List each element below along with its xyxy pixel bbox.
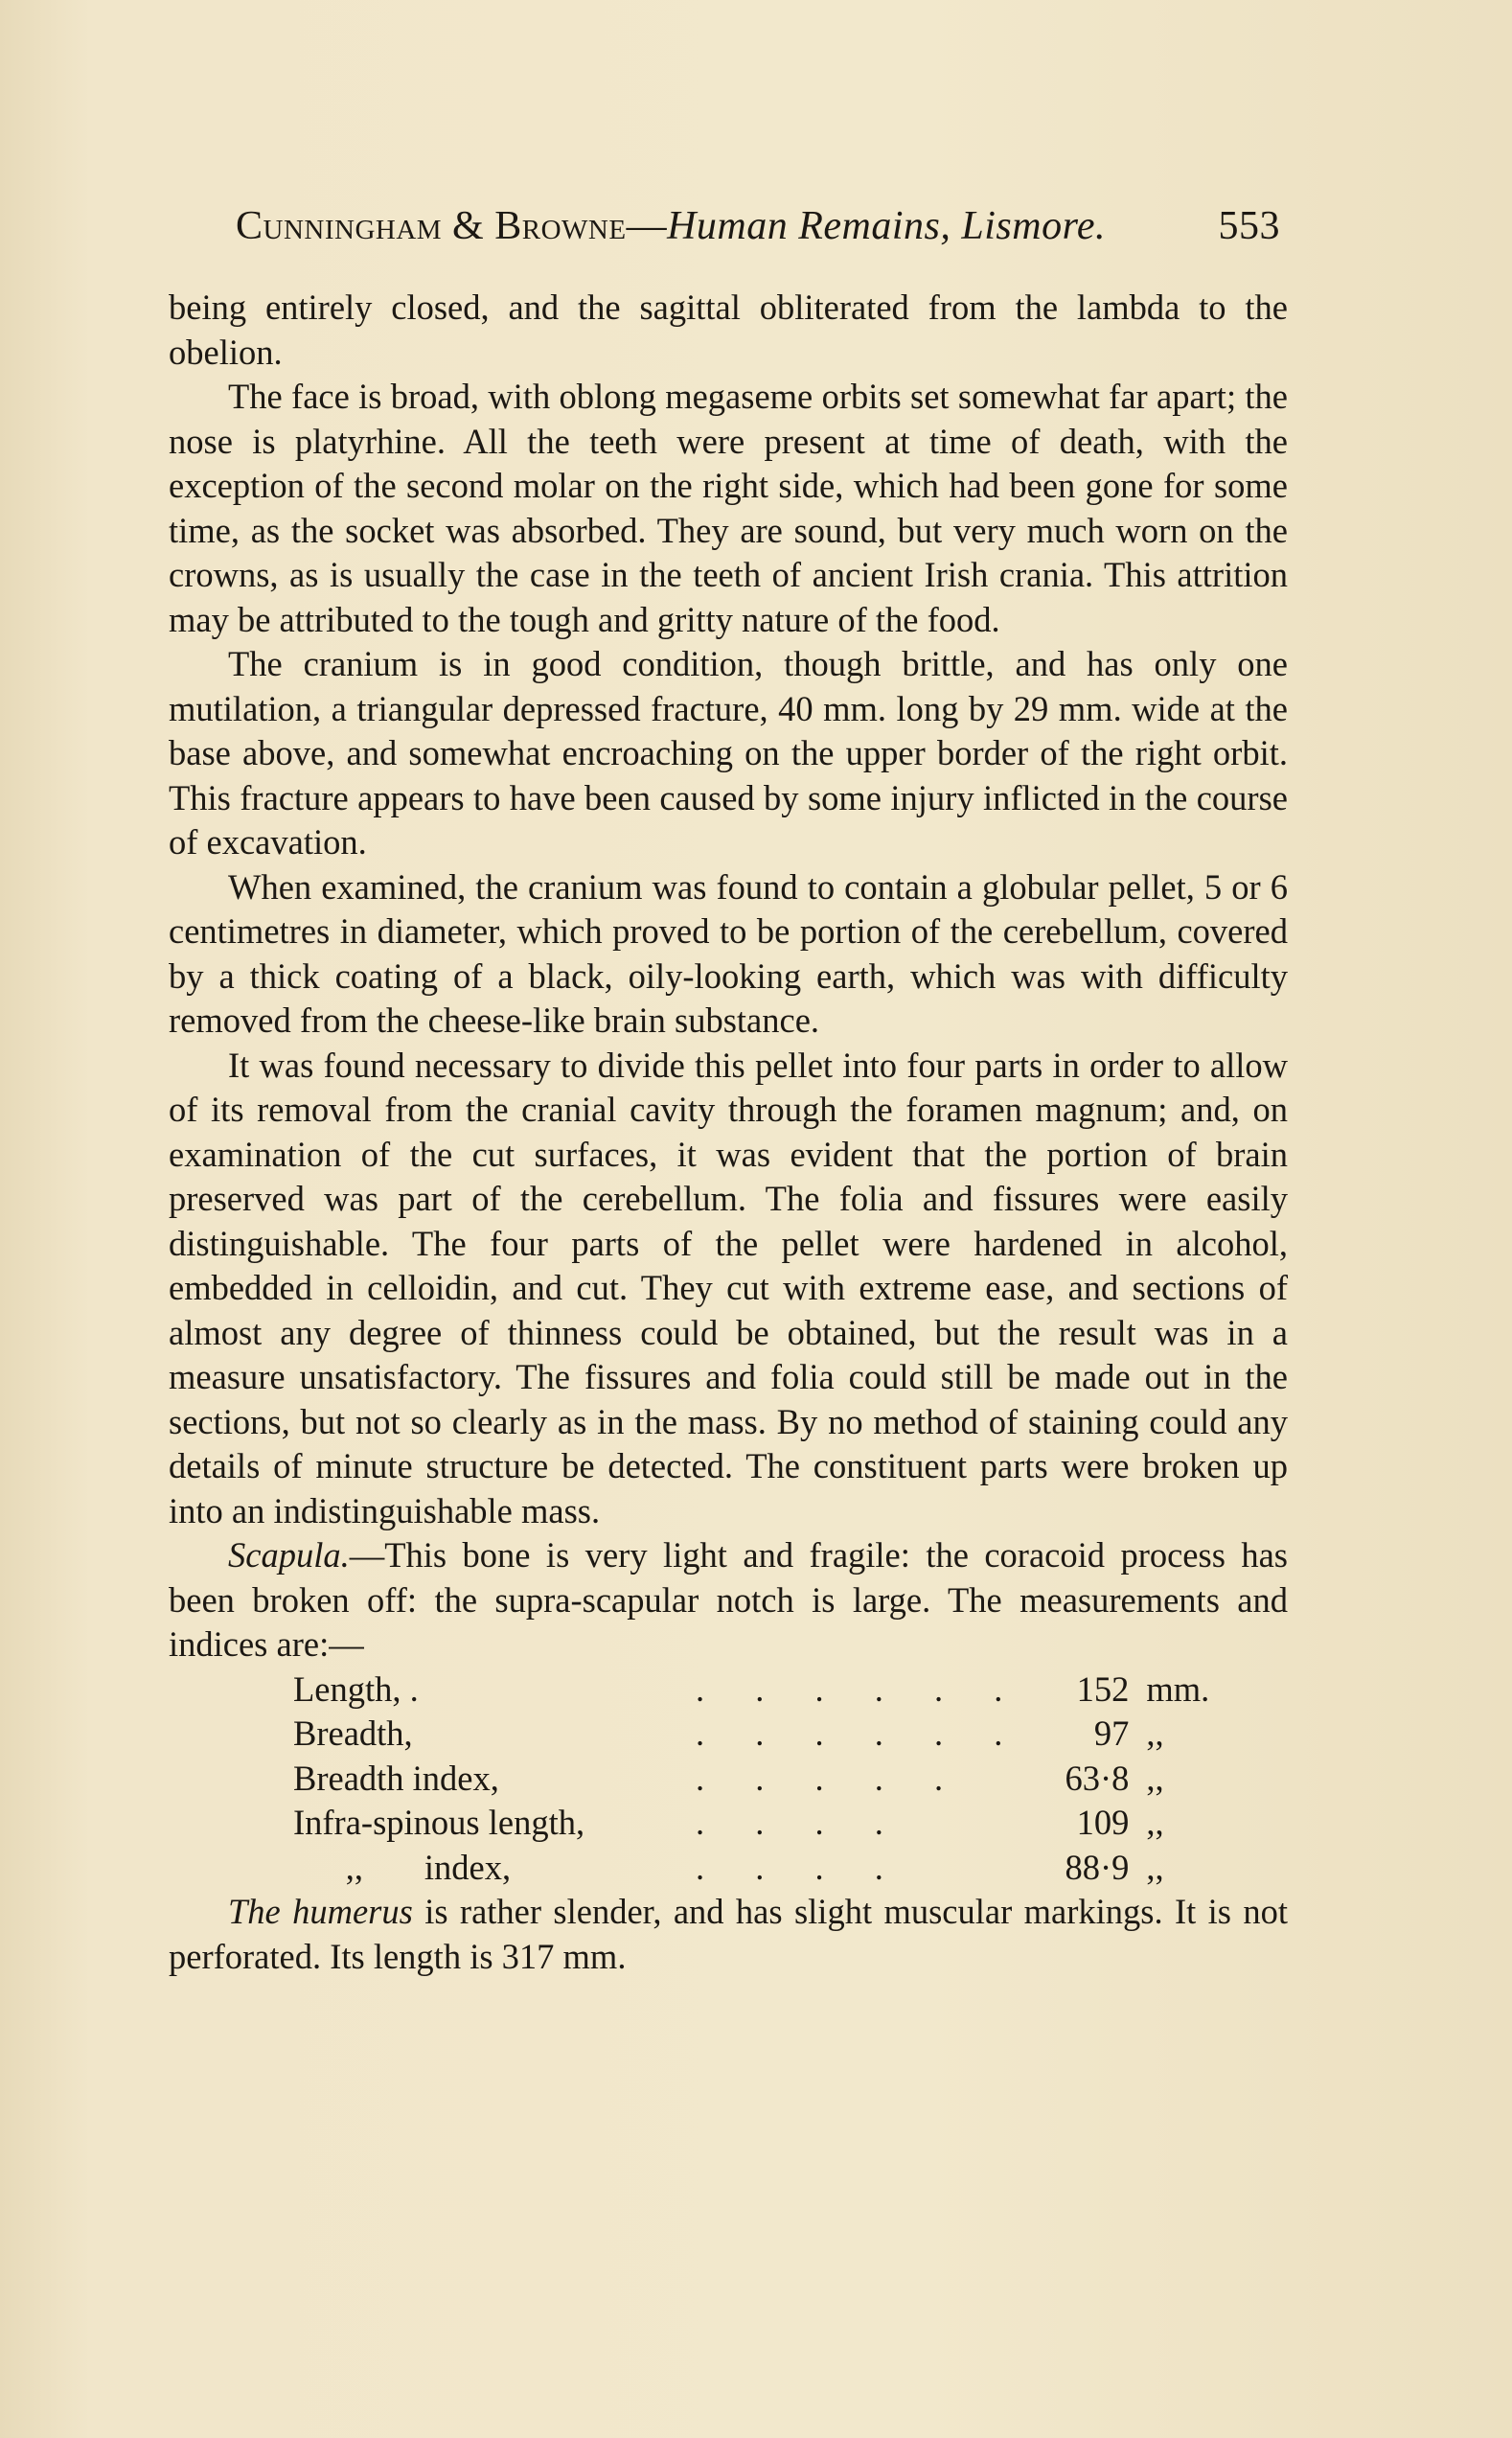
humerus-heading: The humerus <box>228 1892 413 1931</box>
measurement-unit: ,, <box>1146 1714 1164 1753</box>
measurement-label: Breadth index, <box>293 1758 499 1798</box>
measurement-leader-dots: . . . . <box>696 1803 905 1842</box>
measurement-unit: ,, <box>1146 1847 1164 1887</box>
measurement-label: Infra-spinous length, <box>293 1803 585 1842</box>
measurement-label: ,, index, <box>293 1847 512 1887</box>
running-head-authors: Cunningham & Browne <box>236 204 627 248</box>
measurement-row <box>293 1801 1209 1846</box>
measurement-leader-dots: . . . . <box>696 1847 905 1887</box>
measurement-value: 88·9 <box>1065 1847 1130 1887</box>
measurement-leader-dots: . . . . . <box>696 1758 965 1798</box>
running-head-title: Human Remains, Lismore. <box>667 204 1106 248</box>
body-text <box>169 286 1288 1979</box>
measurement-row <box>293 1668 1209 1713</box>
measurement-label: Length, . <box>293 1668 419 1709</box>
measurement-row <box>293 1712 1209 1757</box>
measurement-unit: mm. <box>1146 1668 1210 1709</box>
measurement-row <box>293 1846 1209 1891</box>
paragraph-humerus <box>169 1890 1288 1979</box>
paragraph-face: The face is broad, with oblong megaseme orbits set somewhat far apart; the nose is platyrhine. All the teeth were present at time of death, with the exception of the second molar on the right side, which had been gone for some time, as the socket was absorbed. They are sound, but very much worn on the crowns, as is usually the case in the teeth of ancient Irish crania. This attrition may be attributed to the tough and gritty nature of the food. <box>169 377 1288 639</box>
measurement-leader-dots: . . . . . . <box>696 1714 1024 1753</box>
measurement-label: Breadth, <box>293 1714 413 1753</box>
measurement-leader-dots: . . . . . . <box>696 1668 1024 1709</box>
scapula-measurements-table <box>293 1668 1209 1891</box>
paragraph-pellet-sections: It was found necessary to divide this pellet into four parts in order to allow of its removal from the cranial cavity through the foramen magnum; and, on examination of the cut surfaces, it was evident that the portion of brain preserved was part of the cerebellum. The folia and fissures were easily distinguishable. The four parts of the pellet were hardened in alcohol, embedded in celloidin, and cut. They cut with extreme ease, and sections of almost any degree of thinness could be obtained, but the result was in a measure unsatisfactory. The fissures and folia could still be made out in the sections, but not so clearly as in the mass. By no method of staining could any details of minute structure be detected. The constituent parts were broken up into an indistinguishable mass. <box>169 1045 1288 1530</box>
measurement-value: 109 <box>1076 1803 1130 1842</box>
paragraph-cranium-condition: The cranium is in good condition, though brittle, and has only one mutilation, a triangular depressed fracture, 40 mm. long by 29 mm. wide at the base above, and somewhat encroaching on the upper border of the right orbit. This fracture appears to have been caused by some injury inflicted in the course of excavation. <box>169 644 1288 862</box>
measurement-value: 63·8 <box>1065 1758 1130 1798</box>
measurement-value: 152 <box>1076 1668 1130 1709</box>
paragraph-scapula <box>169 1533 1288 1668</box>
scapula-heading: Scapula. <box>228 1535 350 1575</box>
running-head-dash: — <box>626 204 668 248</box>
measurement-row <box>293 1757 1209 1802</box>
running-head <box>236 203 1280 249</box>
measurement-value: 97 <box>1093 1714 1130 1753</box>
scapula-text: —This bone is very light and fragile: the coracoid process has been broken off: the supra-scapular notch is large. The measurements and indices are:— <box>169 1535 1288 1664</box>
measurement-unit: ,, <box>1146 1803 1164 1842</box>
measurement-unit: ,, <box>1146 1758 1164 1798</box>
page-number: 553 <box>1218 204 1280 248</box>
paragraph-cranium-contents: When examined, the cranium was found to contain a globular pellet, 5 or 6 centimetres in diameter, which proved to be portion of the cerebellum, covered by a thick coating of a black, oily-looking earth, which was with difficulty removed from the cheese-like brain substance. <box>169 866 1288 1040</box>
paragraph-continuation: being entirely closed, and the sagittal obliterated from the lambda to the obelion. <box>169 288 1288 372</box>
humerus-text: is rather slender, and has slight muscular markings. It is not perforated. Its length is 317 mm. <box>169 1892 1288 1976</box>
